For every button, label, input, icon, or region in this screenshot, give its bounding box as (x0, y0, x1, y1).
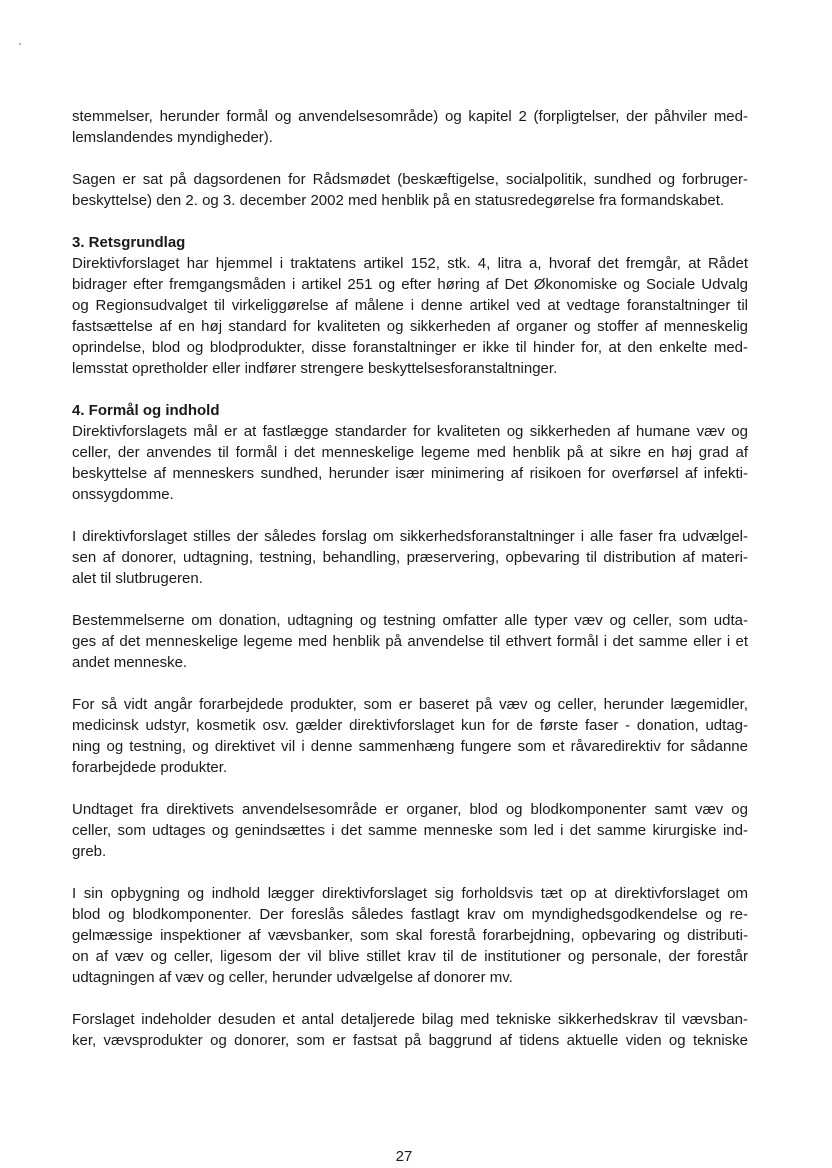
paragraph (72, 883, 748, 988)
text-line: udtagningen af væv og celler, herunder udvælgelse af donorer mv. (72, 969, 513, 986)
paragraph-gap (72, 778, 748, 799)
text-line: I sin opbygning og indhold lægger direktivforslaget sig forholdsvis tæt op at direktivforslaget om (72, 885, 748, 902)
paragraph (72, 694, 748, 778)
text-line: celler, der anvendes til formål i det menneskelige legeme med henblik på at sikre en høj grad af (72, 444, 748, 461)
text-line: lemslandendes myndigheder). (72, 129, 273, 146)
page-number: 27 (395, 1148, 413, 1165)
text-line: andet menneske. (72, 654, 188, 671)
text-line: Sagen er sat på dagsordenen for Rådsmødet (beskæftigelse, socialpolitik, sundhed og forbruger- (72, 171, 748, 188)
paragraph-gap (72, 379, 748, 400)
paragraph (72, 526, 748, 589)
text-line: greb. (72, 843, 107, 860)
paragraph-gap (72, 673, 748, 694)
text-line: Bestemmelserne om donation, udtagning og testning omfatter alle typer væv og celler, som udta- (72, 612, 748, 629)
paragraph-gap (72, 988, 748, 1009)
text-line: ges af det menneskelige legeme med henblik på anvendelse til ethvert formål i det samme eller i et (72, 633, 748, 650)
text-line: beskyttelse af menneskers sundhed, herunder især minimering af risikoen for overførsel af infekti- (72, 465, 748, 482)
section (72, 232, 748, 379)
document-body (72, 106, 748, 1051)
paragraph (72, 610, 748, 673)
paragraph (72, 106, 748, 148)
paragraph-gap (72, 862, 748, 883)
text-line: ker, vævsprodukter og donorer, som er fastsat på baggrund af tidens aktuelle viden og tekniske (72, 1032, 748, 1049)
paragraph (72, 799, 748, 862)
text-line: onssygdomme. (72, 486, 174, 503)
text-line: og Regionsudvalget til virkeliggørelse af målene i denne artikel ved at vedtage foranstaltninger til (72, 297, 748, 314)
paragraph (72, 1009, 748, 1051)
text-line: blod og blodkomponenter. Der foreslås således fastlagt krav om myndighedsgodkendelse og re- (72, 906, 748, 923)
text-line: For så vidt angår forarbejdede produkter, som er baseret på væv og celler, herunder lægemidler, (72, 696, 748, 713)
text-line: sen af donorer, udtagning, testning, behandling, præservering, opbevaring til distribution af materi- (72, 549, 748, 566)
text-line: Undtaget fra direktivets anvendelsesområde er organer, blod og blodkomponenter samt væv og (72, 801, 748, 818)
text-line: lemsstat opretholder eller indfører strengere beskyttelsesforanstaltninger. (72, 360, 558, 377)
paragraph-gap (72, 589, 748, 610)
text-line: gelmæssige inspektioner af vævsbanker, som skal forestå forarbejdning, opbevaring og distributi- (72, 927, 748, 944)
scan-speck (19, 43, 21, 45)
text-line: oprindelse, blod og blodprodukter, disse foranstaltninger er ikke til hinder for, at den enkelte med- (72, 339, 748, 356)
text-line: Forslaget indeholder desuden et antal detaljerede bilag med tekniske sikkerhedskrav til vævsban- (72, 1011, 748, 1028)
paragraph-gap (72, 211, 748, 232)
text-line: bidrager efter fremgangsmåden i artikel 251 og efter høring af Det Økonomiske og Sociale Udvalg (72, 276, 748, 293)
text-line: beskyttelse) den 2. og 3. december 2002 med henblik på en statusredegørelse fra formandskabet. (72, 192, 725, 209)
text-line: medicinsk udstyr, kosmetik osv. gælder direktivforslaget kun for de første faser - donation, udtag- (72, 717, 748, 734)
section (72, 400, 748, 505)
text-line: Direktivforslagets mål er at fastlægge standarder for kvaliteten og sikkerheden af humane væv og (72, 423, 748, 440)
text-line: celler, som udtages og genindsættes i det samme menneske som led i det samme kirurgiske ind- (72, 822, 748, 839)
paragraph-gap (72, 148, 748, 169)
section-heading: 4. Formål og indhold (72, 402, 220, 419)
text-line: on af væv og celler, ligesom der vil blive stillet krav til de institutioner og personale, der forestår (72, 948, 748, 965)
text-line: alet til slutbrugeren. (72, 570, 203, 587)
section-heading: 3. Retsgrundlag (72, 234, 186, 251)
text-line: stemmelser, herunder formål og anvendelsesområde) og kapitel 2 (forpligtelser, der påhviler med- (72, 108, 748, 125)
text-line: I direktivforslaget stilles der således forslag om sikkerhedsforanstaltninger i alle faser fra udvælgel- (72, 528, 748, 545)
paragraph-gap (72, 505, 748, 526)
text-line: ning og testning, og direktivet vil i denne sammenhæng fungere som et råvaredirektiv for sådanne (72, 738, 748, 755)
text-line: fastsættelse af en høj standard for kvaliteten og sikkerheden af organer og stoffer af menneskelig (72, 318, 748, 335)
text-line: forarbejdede produkter. (72, 759, 228, 776)
paragraph (72, 169, 748, 211)
text-line: Direktivforslaget har hjemmel i traktatens artikel 152, stk. 4, litra a, hvoraf det fremgår, at Rådet (72, 255, 748, 272)
